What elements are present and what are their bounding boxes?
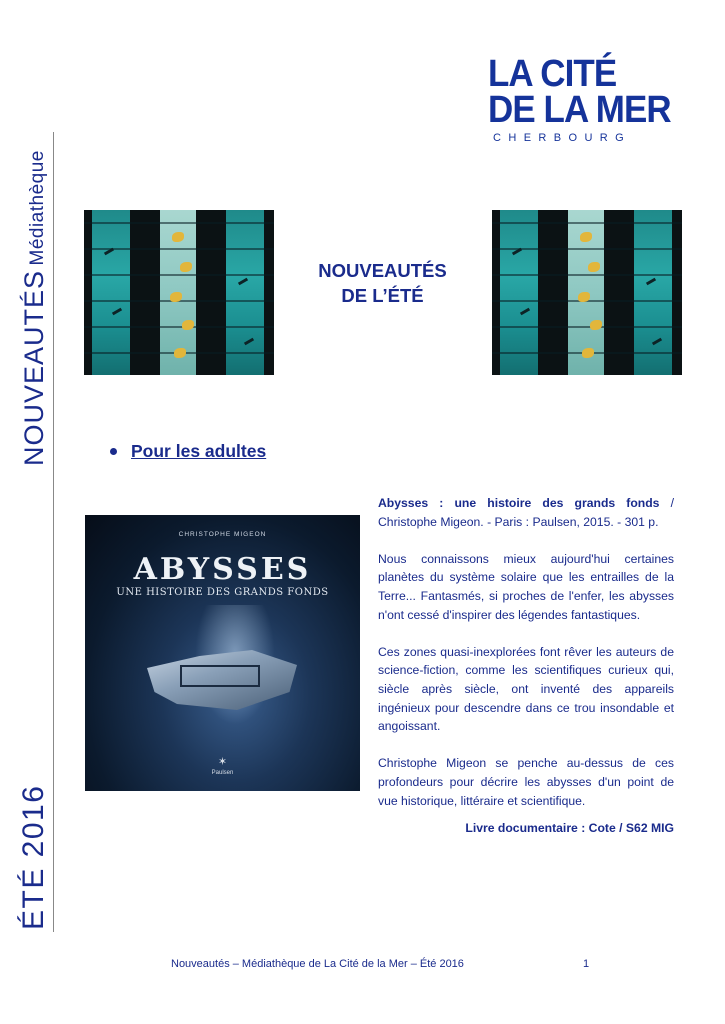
side-title-ete-2016: ÉTÉ 2016 [17, 784, 50, 930]
book-call-number: Livre documentaire : Cote / S62 MIG [465, 821, 674, 835]
side-title-nouveautes: NOUVEAUTÉS [19, 269, 49, 466]
bullet-icon [110, 448, 117, 455]
heading-line-1: NOUVEAUTÉS [318, 260, 447, 281]
logo-line-2: DE LA MER [488, 89, 671, 131]
book-cover-image [85, 515, 360, 791]
section-title: Pour les adultes [131, 441, 267, 461]
logo-line-3: CHERBOURG [493, 132, 632, 144]
description-paragraph-1: Nous connaissons mieux aujourd'hui certaines planètes du système solaire que les entrailles de la Terre... Fantasmés, si proches de l'enfer, les abysses n'ont cessé d'inspirer des légendes fantastiques. [378, 551, 674, 622]
description-paragraph-3: Christophe Migeon se penche au-dessus de ces profondeurs pour décrire les abysses d'un point de vue historique, littéraire et scientifique. [378, 756, 674, 808]
cover-title: ABYSSES [133, 552, 312, 587]
film-strip-image-right [492, 210, 682, 375]
cover-subtitle: UNE HISTOIRE DES GRANDS FONDS [116, 587, 329, 598]
title-separator: / [659, 496, 674, 510]
section-adults [110, 441, 266, 462]
logo-line-1: LA CITÉ [488, 53, 617, 95]
heading-line-2: DE L’ÉTÉ [341, 285, 424, 306]
side-title-top [20, 150, 53, 466]
publisher-logo-icon: ✶ [217, 756, 228, 768]
side-divider [53, 132, 54, 932]
side-title-mediatheque: Médiathèque [27, 150, 48, 266]
cite-de-la-mer-logo [488, 53, 671, 144]
cover-publisher: Paulsen [211, 770, 234, 776]
book-description [378, 494, 674, 829]
bibliographic-reference [378, 494, 674, 531]
film-strip-image-left [84, 210, 274, 375]
book-citation: Christophe Migeon. - Paris : Paulsen, 2015. - 301 p. [378, 514, 659, 529]
submersible-frame [180, 665, 260, 687]
page-heading [290, 258, 475, 308]
description-paragraph-2: Ces zones quasi-inexplorées font rêver les auteurs de science-fiction, comme les scientifiques curieux qui, siècle après siècle, ont inventé des appareils ingénieux pour descendre dans ce trou insondable et angoissant. [378, 644, 674, 734]
cover-author: CHRISTOPHE MIGEON [178, 531, 267, 538]
page-footer: Nouveautés – Médiathèque de La Cité de la Mer – Été 2016 [171, 958, 464, 970]
page-number: 1 [583, 958, 590, 970]
book-title: Abysses : une histoire des grands fonds [378, 496, 660, 510]
